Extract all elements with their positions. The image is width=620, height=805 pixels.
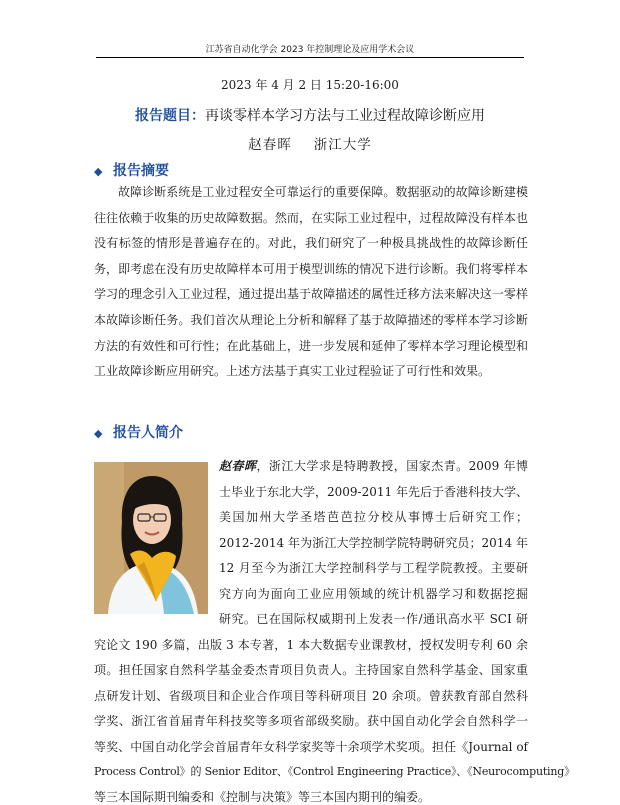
talk-title-label: 报告题目： [135,108,205,124]
diamond-icon: ◆ [94,427,103,440]
abstract-text: 故障诊断系统是工业过程安全可靠运行的重要保障。数据驱动的故障诊断建模往往依赖于收集的历史故障数据。然而，在实际工业过程中，过程故障没有样本也没有标签的情形是普遍存在的。对此，我们研究了一种极具挑战性的故障诊断任务，即考虑在没有历史故障样本可用于模型训练的情况下进行诊断。我们将零样本学习的理念引入工业过程，通过提出基于故障描述的属性迁移方法来解决这一零样本故障诊断任务。我们首次从理论上分析和解释了基于故障描述的零样本学习诊断方法的有效性和可行性；在此基础上，进一步发展和延伸了零样本学习理论模型和工业故障诊断应用研究。上述方法基于真实工业过程验证了可行性和效果。 [94,185,528,379]
speaker-name: 赵春晖 [248,137,292,153]
talk-datetime: 2023 年 4 月 2 日 15:20-16:00 [221,78,399,92]
bio-line: 究论文 190 多篇，出版 3 本专著，1 本大数据专业课教材，授权发明专利 60 余 [94,638,528,652]
speaker-photo [94,462,208,614]
running-header: 江苏省自动化学会 2023 年控制理论及应用学术会议 [205,45,415,55]
bio-line: Process Control》的 Senior Editor、《Control Engineering Practice》、《Neurocomputing》 [94,765,575,778]
bio-heading [94,422,183,442]
bio-line: 士毕业于东北大学，2009-2011 年先后于香港科技大学、 [219,485,528,499]
bio-line: 究方向为面向工业应用领域的统计机器学习和数据挖掘 [219,587,528,601]
bio-line: 赵春晖，浙江大学求是特聘教授，国家杰青。2009 年博 [219,459,528,473]
bio-line: 美国加州大学圣塔芭芭拉分校从事博士后研究工作； [219,510,528,524]
bio-line: 学奖、浙江省首届青年科技奖等多项省部级奖励。获中国自动化学会自然科学一 [94,714,528,728]
speaker-affiliation: 浙江大学 [313,137,372,153]
abstract-heading-label: 报告摘要 [113,163,169,179]
diamond-icon: ◆ [94,165,103,178]
speaker-line [0,133,620,153]
bio-line: 研究。已在国际权威期刊上发表一作/通讯高水平 SCI 研 [219,612,528,626]
bio-line: 项。担任国家自然科学基金委杰青项目负责人。主持国家自然科学基金、国家重 [94,663,528,677]
header-rule [96,57,524,58]
bio-line: 等三本国际期刊编委和《控制与决策》等三本国内期刊的编委。 [94,790,431,804]
bio-name: 赵春晖 [219,459,257,473]
abstract-heading [94,160,169,180]
bio-line: 12 月至今为浙江大学控制科学与工程学院教授。主要研 [219,561,528,575]
bio-line: 等奖、中国自动化学会首届青年女科学家奖等十余项学术奖项。担任《Journal of [94,740,528,754]
talk-title-line [0,105,620,125]
bio-heading-label: 报告人简介 [113,425,183,441]
bio-line: 点研发计划、省级项目和企业合作项目等科研项目 20 余项。曾获教育部自然科 [94,689,528,703]
talk-title: 再谈零样本学习方法与工业过程故障诊断应用 [205,108,485,124]
bio-line: 2012-2014 年为浙江大学控制学院特聘研究员；2014 年 [219,536,528,550]
